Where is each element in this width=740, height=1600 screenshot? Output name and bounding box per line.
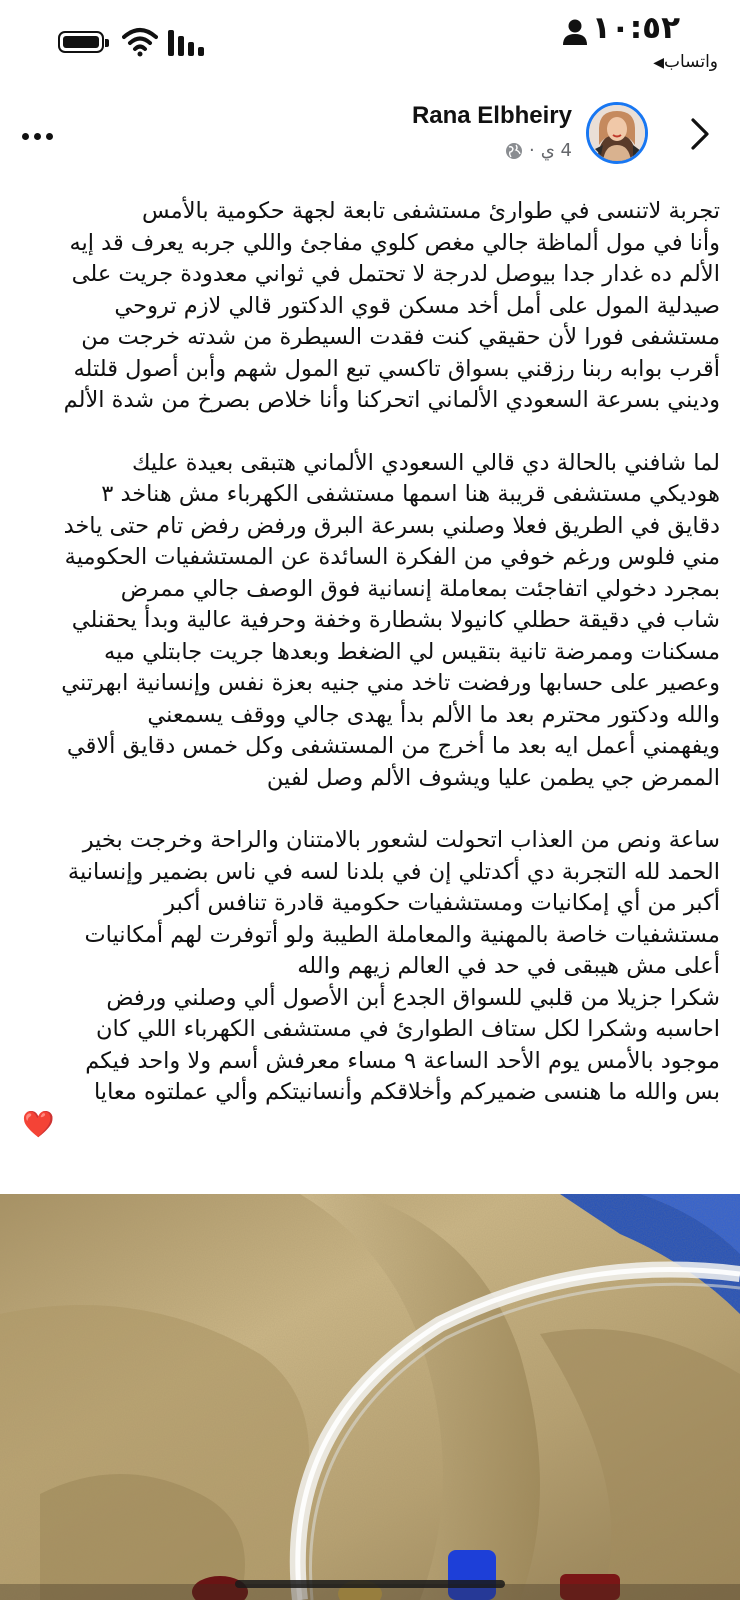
text-line: مستشفى فورا لأن حقيقي كنت فقدت السيطرة من شدته خرجت من (81, 324, 720, 350)
text-line: بمجرد دخولي اتفاجئت بمعاملة إنسانية فوق الوصف جالي ممرض (120, 575, 720, 602)
dot-icon (46, 133, 53, 140)
back-triangle-icon: ◀ (653, 55, 664, 71)
post-photo[interactable] (0, 1194, 740, 1600)
text-line: ساعة ونص من العذاب اتحولت لشعور بالامتنان والراحة وخرجت بخير (82, 827, 720, 853)
dot-icon (22, 133, 29, 140)
post-meta (505, 140, 572, 161)
wifi-icon (122, 27, 158, 57)
text-line: هوديكي مستشفى قريبة هنا اسمها مستشفى الكهرباء مش هناخد ٣ (101, 481, 720, 507)
post-text (22, 196, 720, 1141)
text-line: أكبر من أي إمكانيات ومستشفيات حكومية قادرة تنافس أكبر (164, 890, 720, 916)
post-paragraph (22, 196, 720, 417)
text-line: أقرب بوابه ربنا رزقني بسواق تاكسي تبع المول شهم وأبن أصول قلتله (73, 355, 720, 382)
photo-blanket (0, 1194, 740, 1600)
text-line: صيدلية المول على أمل أخد مسكن قوي الدكتور قالي لازم تروحي (114, 292, 720, 319)
post-header (0, 92, 740, 172)
text-line: الألم ده غدار جدا بيوصل لدرجة لا تحتمل في ثواني معدودة جريت على (71, 261, 720, 287)
text-line: وعصير على حسابها ورفضت تاخد مني جنيه بعزة نفس وإنسانية ابهرتني (61, 670, 720, 696)
post-time[interactable]: 4 ي (540, 140, 572, 161)
post-paragraph (22, 448, 720, 795)
text-line: لما شافني بالحالة دي قالي السعودي الألماني هتبقى بعيدة عليك (131, 449, 720, 476)
globe-icon (505, 142, 523, 160)
meta-separator: · (529, 140, 535, 161)
text-line: تجربة لاتنسى في طوارئ مستشفى تابعة لجهة حكومية بالأمس (141, 198, 720, 224)
text-line: شكرا جزيلا من قلبي للسواق الجدع أبن الأصول ألي وصلني ورفض (106, 984, 720, 1011)
text-line: والله ودكتور محترم بعد ما الألم بدأ يهدى جالي ووقف يسمعني (147, 701, 720, 728)
dot-icon (34, 133, 41, 140)
text-line: الحمد لله التجربة دي أكدتلي إن في بلدنا لسه في ناس بضمير وإنسانية (67, 858, 720, 885)
signal-icon (168, 30, 208, 56)
battery-icon (58, 31, 104, 53)
text-line: موجود بالأمس يوم الأحد الساعة ٩ مساء معرفش أسم ولا واحد فيكم (85, 1047, 720, 1074)
back-to-app-label: واتساب (663, 52, 718, 72)
back-to-app-link[interactable] (649, 52, 718, 72)
text-line: احاسبه وشكرا لكل ستاف الطوارئ في مستشفى الكهرباء اللي كان (95, 1016, 720, 1042)
text-line: شاب في دقيقة حطلي كانيولا بشطارة وخفة وحرفية عالية وبدأ يحقنلي (71, 607, 720, 633)
chevron-right-icon[interactable] (688, 116, 712, 152)
text-line: ويفهمني أعمل ايه بعد ما أخرج من المستشفى وكل خمس دقايق ألاقي (66, 733, 720, 759)
text-line: أعلى مش هيبقى في حد في العالم زيهم والله (297, 953, 720, 979)
text-line: وديني بسرعة السعودي الألماني اتحركنا وأنا خلاص بصرخ من شدة الألم (63, 387, 720, 413)
text-line: مستشفيات خاصة بالمهنية والمعاملة الطيبة ولو أتوفرت لهم أمكانيات (84, 921, 720, 948)
person-icon (562, 18, 588, 46)
text-line: الممرض جي يطمن عليا ويشوف الألم وصل لفين (266, 764, 720, 791)
text-line: دقايق في الطريق فعلا وصلني بسرعة البرق ورفض رفض تام حتى ياخد (63, 512, 720, 539)
home-indicator[interactable] (235, 1580, 505, 1588)
status-bar (0, 0, 740, 90)
status-time: ١٠:٥٢ (591, 10, 680, 46)
text-line: بس والله ما هنسى ضميركم وأخلاقكم وأنسانيتكم وألي عملتوه معايا (93, 1079, 720, 1105)
post-paragraph (22, 825, 720, 1109)
heart-emoji: ❤️ (22, 1109, 55, 1140)
text-line: مني فلوس ورغم خوفي من الفكرة السائدة عن المستشفيات الحكومية (64, 544, 720, 570)
author-name[interactable]: Rana Elbheiry (411, 102, 572, 129)
author-avatar[interactable] (586, 102, 648, 164)
text-line: مسكنات وممرضة تانية بتقيس لي الضغط وبعدها جريت جابتلي ميه (104, 638, 720, 665)
more-options-button[interactable] (22, 128, 62, 144)
text-line: وأنا في مول ألماظة جالي مغص كلوي مفاجئ واللي جربه يعرف قد إيه (69, 229, 720, 256)
